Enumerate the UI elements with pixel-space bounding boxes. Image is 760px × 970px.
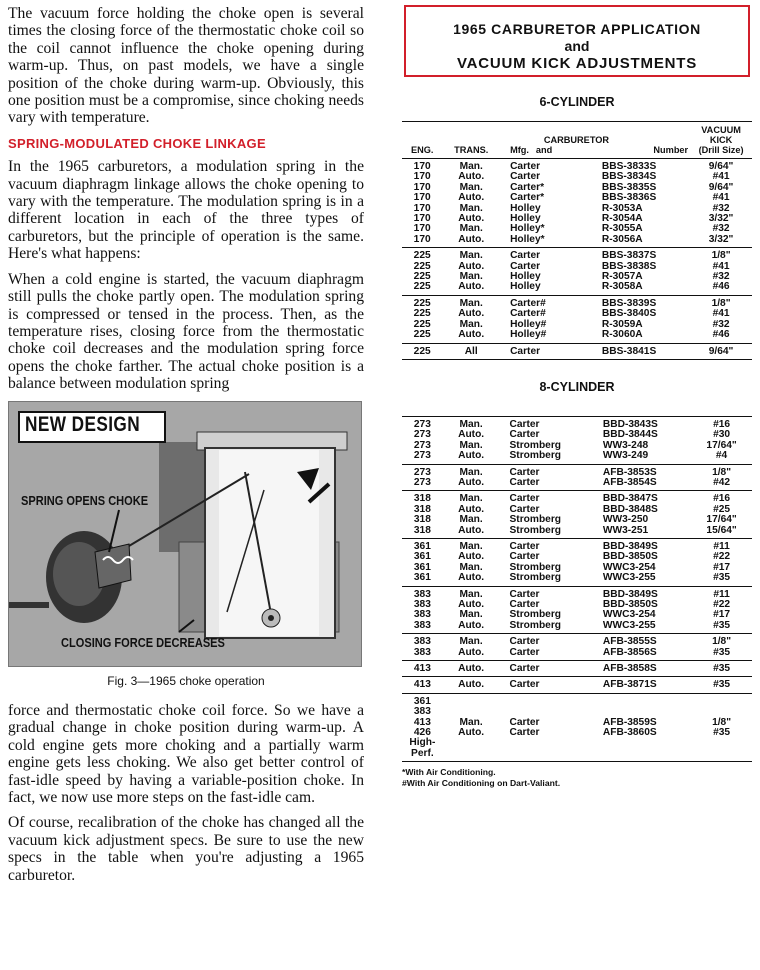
table-row: 225 Auto. Holley# R-3060A #46 (413, 329, 730, 341)
table-row: 273 Auto. Stromberg WW3-249 #4 (413, 450, 728, 462)
table-row: High- (409, 737, 436, 749)
table-row: 225 Auto. Holley R-3058A #46 (413, 281, 730, 293)
table-row: 273 Man. Stromberg WW3-248 17/64" (413, 439, 737, 451)
eight-cylinder-table (402, 416, 752, 762)
row-group (402, 464, 752, 491)
table-row: 383 Auto. Carter BBD-3850S #22 (413, 599, 731, 610)
table-row: 170 Man. Holley* R-3055A #32 (413, 223, 730, 235)
table-footnotes (402, 767, 752, 789)
table-row: 383 Man. Carter BBD-3849S #11 (413, 588, 730, 600)
spring-opens-choke-label: SPRING OPENS CHOKE (21, 492, 149, 508)
col-vacuum-kick: VACUUM KICK (Drill Size) (690, 122, 752, 159)
table-row: 170 Man. Carter* BBS-3835S 9/64" (413, 181, 734, 193)
article-column (8, 5, 364, 892)
table-row: 225 Man. Carter BBS-3837S 1/8" (413, 250, 731, 262)
table-row: 318 Auto. Stromberg WW3-251 15/64" (413, 524, 737, 536)
table-row: 225 Man. Holley# R-3059A #32 (413, 318, 730, 330)
table-row: 225 Man. Holley R-3057A #32 (413, 271, 730, 283)
table-row: 383 Man. Stromberg WWC3-254 #17 (413, 609, 731, 621)
table-row: 383 Auto. Carter AFB-3856S #35 (413, 646, 731, 658)
six-cylinder-title: 6-CYLINDER (539, 95, 615, 109)
row-group (402, 634, 752, 661)
paragraph-2: In the 1965 carburetors, a modulation spring in the vacuum diaphragm linkage allows the choke opening to vary with the temperature. The modulation spring is in a different location in each of the three types of carburetors, but the principle of operation is the same. Here's what happens: (8, 158, 364, 263)
table-title-box (404, 5, 750, 77)
row-group (402, 159, 752, 248)
table-row: 383 Man. Carter AFB-3855S 1/8" (413, 636, 732, 648)
table-row: Perf. (411, 747, 434, 759)
table-row: 170 Auto. Holley* R-3056A 3/32" (413, 233, 734, 245)
six-cylinder-table (402, 121, 752, 360)
paragraph-4: force and thermostatic choke coil force. So we have a gradual change in choke position during warm-up. A cold engine gets more choking and a partially warm engine gets less choking. We also get better control of fast-idle speed by having a variable-position choke. In fact, we now use more steps on the fast-idle cam. (8, 701, 364, 806)
table-row: 413 Auto. Carter AFB-3871S #35 (413, 679, 731, 691)
table-row: 383 (413, 706, 431, 718)
row-group (402, 677, 752, 693)
eight-cylinder-title: 8-CYLINDER (539, 379, 615, 394)
table-row: 225 Auto. Carter# BBS-3840S #41 (413, 308, 730, 320)
choke-illustration (9, 402, 361, 666)
row-group (402, 586, 752, 634)
col-eng: ENG. (402, 122, 442, 159)
col-carburetor-title: CARBURETOR (543, 135, 610, 145)
row-group (402, 538, 752, 586)
table-row: 413 Auto. Carter AFB-3858S #35 (413, 663, 731, 675)
table-row: 170 Auto. Holley R-3054A 3/32" (413, 213, 734, 225)
title-line-1: 1965 CARBURETOR APPLICATION (453, 21, 701, 37)
col-number: Number (653, 145, 689, 155)
table-row: 318 Man. Carter BBD-3847S #16 (413, 493, 731, 505)
col-carburetor (535, 122, 690, 159)
table-row: 361 (413, 695, 431, 707)
table-row: 170 Auto. Carter BBS-3834S #41 (413, 171, 730, 183)
table-row: 273 Man. Carter AFB-3853S 1/8" (413, 466, 732, 478)
table-row: 273 Auto. Carter BBD-3844S #30 (413, 429, 731, 441)
col-and: and (535, 145, 553, 155)
table-row: 361 Auto. Stromberg WWC3-255 #35 (413, 572, 731, 584)
paragraph-1: The vacuum force holding the choke open is several times the closing force of the thermostatic choke coil so the coil cannot influence the choke opening during warm-up. Thus, on past models, we have a single position of the choke during warm-up. Obviously, this one position must be a compromise, since choking needs vary with temperature. (8, 5, 364, 127)
col-mfg: Mfg. (500, 122, 584, 159)
table-row: 361 Auto. Carter BBD-3850S #22 (413, 551, 731, 563)
row-group (402, 661, 752, 677)
table-row: 225 Man. Carter# BBS-3839S 1/8" (413, 297, 731, 309)
title-line-3: VACUUM KICK ADJUSTMENTS (456, 55, 698, 72)
table-row: 383 Auto. Stromberg WWC3-255 #35 (413, 619, 731, 631)
table-row: 170 Auto. Carter* BBS-3836S #41 (413, 192, 730, 204)
row-group (402, 416, 752, 464)
row-group (402, 295, 752, 343)
spec-column (402, 5, 752, 789)
row-group (402, 343, 752, 359)
table-row: 318 Man. Stromberg WW3-250 17/64" (413, 514, 737, 526)
figure-caption: Fig. 3—1965 choke operation (107, 673, 265, 688)
closing-force-label: CLOSING FORCE DECREASES (61, 634, 225, 650)
new-design-label: NEW DESIGN (25, 412, 141, 436)
section-heading: SPRING-MODULATED CHOKE LINKAGE (8, 135, 266, 151)
paragraph-5: Of course, recalibration of the choke has changed all the vacuum kick adjustment specs. Be sure to use the new specs in the table when you're adjusting a 1965 carburetor. (8, 814, 364, 884)
table-row: 426 Auto. Carter AFB-3860S #35 (413, 727, 731, 739)
table-row: 225 Auto. Carter BBS-3838S #41 (413, 260, 730, 272)
row-group (402, 248, 752, 296)
choke-figure (8, 401, 362, 667)
footnote-air-conditioning: *With Air Conditioning. (402, 767, 496, 778)
table-row: 273 Man. Carter BBD-3843S #16 (413, 418, 731, 430)
table-row: 225 All Carter BBS-3841S 9/64" (413, 345, 734, 357)
table-row: 170 Man. Carter BBS-3833S 9/64" (413, 161, 734, 172)
table-row: 361 Man. Carter BBD-3849S #11 (413, 540, 730, 552)
row-group (402, 491, 752, 539)
table-row: 361 Man. Stromberg WWC3-254 #17 (413, 561, 731, 573)
row-group (402, 693, 752, 761)
table-row: 273 Auto. Carter AFB-3854S #42 (413, 476, 731, 488)
table-row: 413 Man. Carter AFB-3859S 1/8" (413, 716, 732, 728)
table-row: 318 Auto. Carter BBD-3848S #25 (413, 503, 731, 515)
footnote-dart-valiant: #With Air Conditioning on Dart-Valiant. (402, 778, 561, 789)
title-line-2: and (564, 38, 590, 54)
table-row: 170 Man. Holley R-3053A #32 (413, 202, 730, 214)
paragraph-3: When a cold engine is started, the vacuum diaphragm still pulls the choke partly open. The modulation spring is compressed or tensed in the process. Then, as the temperature rises, closing force from the thermostatic choke coil decreases and the modulation spring force opens the choke farther. The actual choke position is a balance between modulation spring (8, 270, 364, 393)
col-trans: TRANS. (442, 122, 500, 159)
